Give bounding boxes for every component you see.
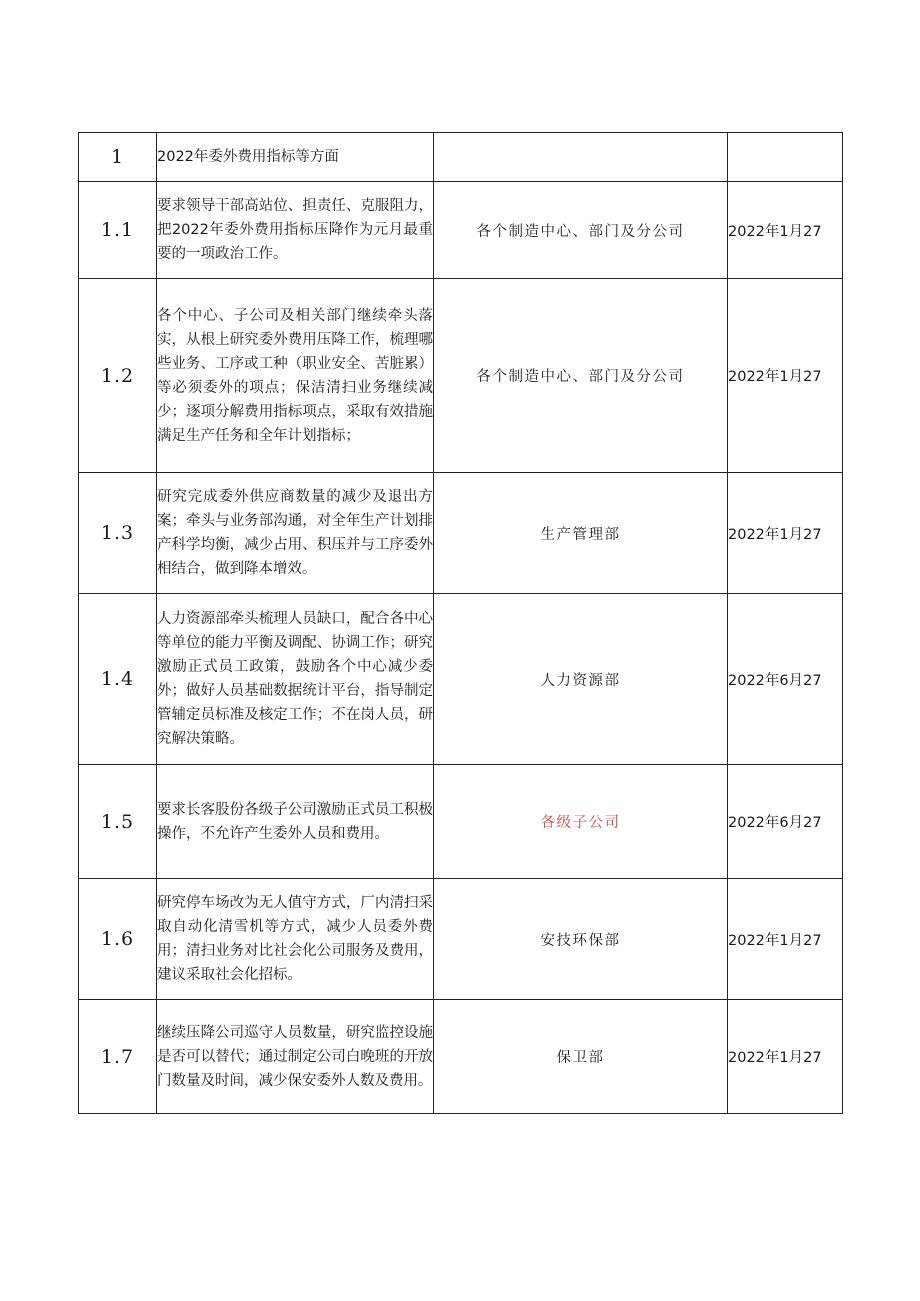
task-description: 继续压降公司巡守人员数量，研究监控设施是否可以替代；通过制定公司白晚班的开放门数量及时间，减少保安委外人数及费用。 (157, 1000, 434, 1114)
table-row (79, 1000, 843, 1114)
table-row (79, 765, 843, 879)
table-row (79, 279, 843, 473)
task-description: 2022年委外费用指标等方面 (157, 133, 434, 182)
task-description: 研究停车场改为无人值守方式，厂内清扫采取自动化清雪机等方式，减少人员委外费用；清扫业务对比社会化公司服务及费用，建议采取社会化招标。 (157, 879, 434, 1000)
deadline-date: 2022年6月27 (728, 594, 843, 765)
responsible-department: 人力资源部 (434, 594, 728, 765)
row-number: 1.3 (79, 473, 157, 594)
row-number: 1.1 (79, 182, 157, 279)
row-number: 1 (79, 133, 157, 182)
responsible-department: 各个制造中心、部门及分公司 (434, 182, 728, 279)
deadline-date (728, 133, 843, 182)
deadline-date: 2022年1月27 (728, 182, 843, 279)
table-row (79, 182, 843, 279)
row-number: 1.7 (79, 1000, 157, 1114)
task-description: 要求领导干部高站位、担责任、克服阻力，把2022年委外费用指标压降作为元月最重要的一项政治工作。 (157, 182, 434, 279)
deadline-date: 2022年1月27 (728, 879, 843, 1000)
responsible-department (434, 133, 728, 182)
row-number: 1.6 (79, 879, 157, 1000)
deadline-date: 2022年1月27 (728, 279, 843, 473)
row-number: 1.2 (79, 279, 157, 473)
row-number: 1.5 (79, 765, 157, 879)
deadline-date: 2022年6月27 (728, 765, 843, 879)
responsible-department: 各级子公司 (434, 765, 728, 879)
responsible-department: 保卫部 (434, 1000, 728, 1114)
responsible-department: 生产管理部 (434, 473, 728, 594)
table-row (79, 879, 843, 1000)
deadline-date: 2022年1月27 (728, 473, 843, 594)
table-row (79, 473, 843, 594)
task-description: 研究完成委外供应商数量的减少及退出方案；牵头与业务部沟通，对全年生产计划排产科学均衡，减少占用、积压并与工序委外相结合，做到降本增效。 (157, 473, 434, 594)
task-description: 各个中心、子公司及相关部门继续牵头落实，从根上研究委外费用压降工作，梳理哪些业务、工序或工种（职业安全、苦脏累）等必须委外的项点；保洁清扫业务继续减少；逐项分解费用指标项点，采取有效措施满足生产任务和全年计划指标； (157, 279, 434, 473)
task-table (78, 132, 843, 1114)
table-row (79, 133, 843, 182)
table-row (79, 594, 843, 765)
row-number: 1.4 (79, 594, 157, 765)
responsible-department: 各个制造中心、部门及分公司 (434, 279, 728, 473)
responsible-department: 安技环保部 (434, 879, 728, 1000)
deadline-date: 2022年1月27 (728, 1000, 843, 1114)
task-description: 要求长客股份各级子公司激励正式员工积极操作，不允许产生委外人员和费用。 (157, 765, 434, 879)
task-description: 人力资源部牵头梳理人员缺口，配合各中心等单位的能力平衡及调配、协调工作；研究激励正式员工政策，鼓励各个中心减少委外；做好人员基础数据统计平台，指导制定管辅定员标准及核定工作；不在岗人员，研究解决策略。 (157, 594, 434, 765)
